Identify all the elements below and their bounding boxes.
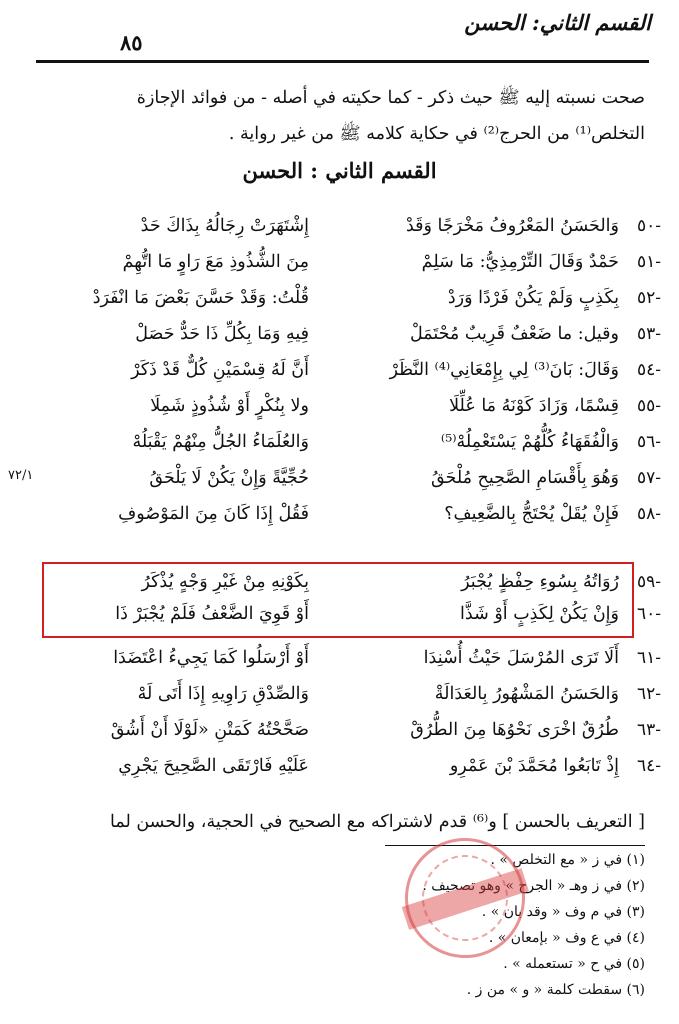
verse-number: -٥٦ [636,432,661,452]
stamp-band [402,868,529,930]
verse-row [0,248,679,282]
verse-number: -٦١ [636,648,661,668]
verse-row [0,752,679,786]
verse-row [0,464,679,498]
footnote: (٤) في ع وف « بإمعان » . [488,930,645,946]
footnote: (٢) في ز وهـ « الجرح » وهو تصحيف . [422,878,645,894]
verse-row [0,644,679,678]
footnote: (٥) في ح « تستعمله » . [503,956,645,972]
verse-number: -٥٣ [636,324,661,344]
verse-first-hemistich: طُرُقٌ اخْرَى نَحْوُهَا مِنَ الطُّرُقْ [410,720,619,740]
verse-second-hemistich: أَوْ أَرْسَلُوا كَمَا يَجِيءُ اعْتَضَدَا [113,648,309,668]
prose-line-3: [ التعريف بالحسن ] و⁽⁶⁾ قدم لاشتراكه مع الصحيح في الحجية، والحسن لما [110,812,645,832]
verse-number: -٦٢ [636,684,661,704]
verse-first-hemistich: وَالحَسَنُ المَعْرُوفُ مَخْرَجًا وَقَدْ [405,216,619,236]
verse-second-hemistich: أَنَّ لَهُ قِسْمَيْنِ كُلٌّ قَدْ ذَكَرْ [131,360,309,380]
verse-first-hemistich: قِسْمًا، وَزَادَ كَوْنَهُ مَا عُلِّلَا [449,396,619,416]
verse-first-hemistich: رُوَاتُهُ بِسُوءِ حِفْظٍ يُجْبَرُ [461,572,619,592]
verse-second-hemistich: مِنَ الشُّذُوذِ مَعَ رَاوٍ مَا اتُّهِمْ [122,252,309,272]
verse-first-hemistich: بِكَذِبٍ وَلَمْ يَكُنْ فَرْدًا وَرَدْ [447,288,619,308]
verse-number: -٥٨ [636,504,661,524]
verse-second-hemistich: فَقُلْ إِذَا كَانَ مِنَ المَوْصُوفِ [118,504,309,524]
verse-first-hemistich: وقيل: ما ضَعْفٌ قَرِيبٌ مُحْتَمَلْ [409,324,619,344]
verse-second-hemistich: قُلْتُ: وَقَدْ حَسَّنَ بَعْضَ مَا انْفَرَدْ [92,288,309,308]
verse-second-hemistich: بِكَوْنِهِ مِنْ غَيْرِ وَجْهٍ يُذْكَرُ [141,572,309,592]
verse-first-hemistich: وَإِنْ يَكُنْ لِكَذِبٍ أَوْ شَذَّا [460,604,619,624]
verse-row [0,356,679,390]
verse-first-hemistich: حَمْدٌ وَقَالَ التِّرْمِذِيُّ: مَا سَلِمْ [421,252,619,272]
verse-row [0,284,679,318]
verse-row [0,212,679,246]
verse-first-hemistich: فَإِنْ يُقَلْ يُحْتَجُّ بِالضَّعِيفِ؟ [444,504,619,524]
verse-second-hemistich: وَالصِّدْقِ رَاوِيهِ إِذَا أَتَى لَهْ [137,684,309,704]
verse-number: -٥٥ [636,396,661,416]
verse-number: -٦٣ [636,720,661,740]
verse-number: -٥٤ [636,360,661,380]
verse-number: -٦٤ [636,756,661,776]
verse-second-hemistich: صَحَّحْتُهُ كَمَتْنِ «لَوْلَا أَنْ أَشُقْ [110,720,309,740]
verse-number: -٥٩ [636,572,661,592]
footnote: (٣) في م وف « وقد بان » . [481,904,645,920]
verse-first-hemistich: وَالْفُقَهَاءُ كُلُّهُمْ يَسْتَعْمِلُهْ⁽⁵⁾ [440,432,619,452]
verse-number: -٥٢ [636,288,661,308]
running-title: القسم الثاني: الحسن [464,10,651,35]
highlight-box [42,562,634,638]
prose-line-2: التخلص⁽¹⁾ من الحرج⁽²⁾ في حكاية كلامه ﷺ من غير رواية . [228,124,645,144]
verse-number: -٥١ [636,252,661,272]
verse-first-hemistich: أَلَا تَرَى المُرْسَلَ حَيْثُ أُسْنِدَا [423,648,619,668]
verse-first-hemistich: إِذْ تَابَعُوا مُحَمَّدَ بْنَ عَمْرِو [449,756,619,776]
verse-row [0,392,679,426]
footnote: (١) في ز « مع التخلص » . [490,852,645,868]
verse-row [0,680,679,714]
verse-row [0,320,679,354]
margin-reference: ٧٢/١ [8,468,34,483]
verse-first-hemistich: وَهُوَ بِأَقْسَامِ الصَّحِيحِ مُلْحَقُ [430,468,619,488]
verse-second-hemistich: فِيهِ وَمَا بِكُلِّ ذَا حَدٌّ حَصَلْ [135,324,309,344]
prose-line-1: صحت نسبته إليه ﷺ حيث ذكر - كما حكيته في أصله - من فوائد الإجازة [136,88,645,108]
footnote: (٦) سقطت كلمة « و » من ز . [466,982,645,998]
verse-second-hemistich: إِشْتَهَرَتْ رِجَالُهُ بِذَاكَ حَدْ [140,216,309,236]
verse-first-hemistich: وَقَالَ: بَانَ⁽³⁾ لِي بِإِمْعَانِي⁽⁴⁾ النَّظَرْ [389,360,619,380]
verse-number: -٦٠ [636,604,661,624]
verse-number: -٥٧ [636,468,661,488]
verse-second-hemistich: أَوْ قَوِيَ الضَّعْفُ فَلَمْ يُجْبَرْ ذَا [115,604,309,624]
footnote-rule [385,845,645,846]
verse-row [0,500,679,534]
section-title: القسم الثاني : الحسن [242,158,437,183]
header-rule [36,60,649,63]
verse-second-hemistich: ولا بِنُكْرٍ أَوْ شُذُوذٍ شَمِلَا [150,396,309,416]
verse-second-hemistich: عَلَيْهِ فَارْتَقَى الصَّحِيحَ يَجْرِي [118,756,309,776]
verse-number: -٥٠ [636,216,661,236]
page-number: ٨٥ [120,30,143,55]
verse-first-hemistich: وَالحَسَنُ المَشْهُورُ بِالعَدَالَةْ [434,684,619,704]
verse-second-hemistich: وَالعُلَمَاءُ الجُلُّ مِنْهُمْ يَقْبَلُهْ [132,432,309,452]
verse-second-hemistich: حُجِّيَّةً وَإِنْ يَكُنْ لَا يَلْحَقُ [149,468,309,488]
verse-row [0,716,679,750]
verse-row [0,428,679,462]
